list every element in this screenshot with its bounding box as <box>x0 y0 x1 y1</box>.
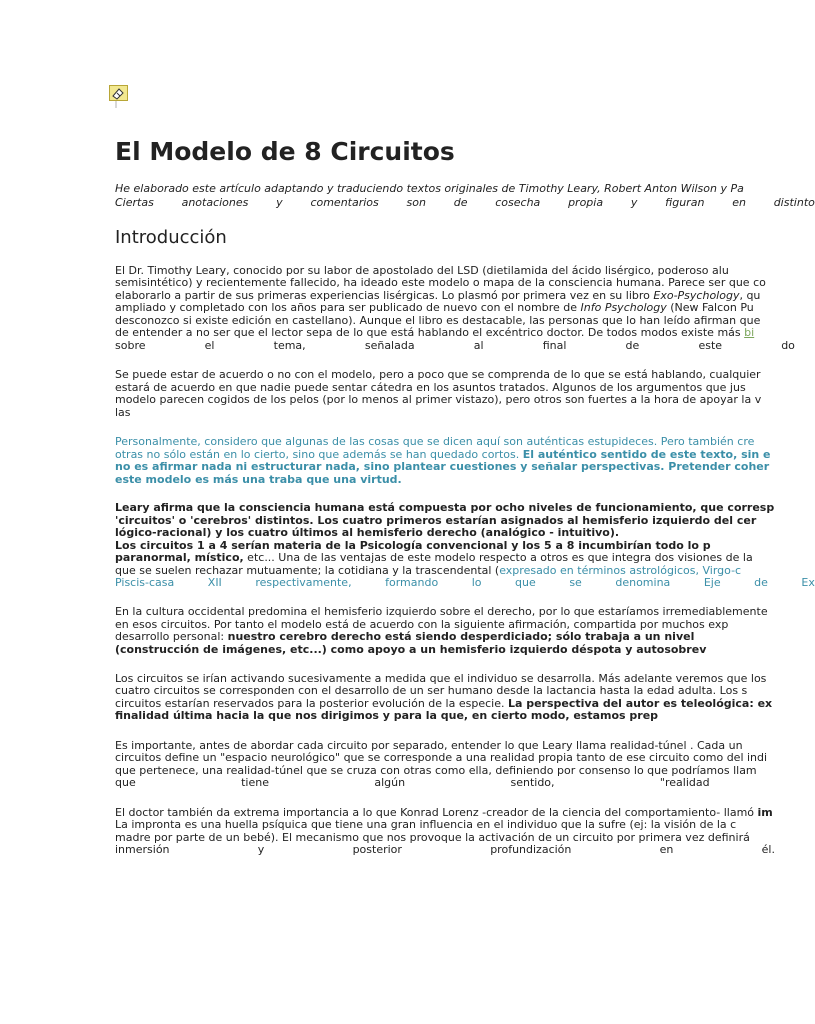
word: y <box>257 843 265 856</box>
paragraph-line: modelo parecen cogidos de los pelos (por lo menos al primer vistazo), pero otros son fuertes a la hora de apoyar la v <box>115 393 762 406</box>
article <box>115 0 815 1024</box>
word: comentarios <box>310 196 379 209</box>
word: distinto <box>773 196 815 209</box>
word: tema, <box>273 339 306 352</box>
word: y <box>630 196 638 209</box>
paragraph-line: Personalmente, considero que algunas de las cosas que se dicen aquí son auténticas estupideces. Pero también cre <box>115 435 755 448</box>
paragraph-line: Los circuitos 1 a 4 serían materia de la Psicología convencional y los 5 a 8 incumbirían todo lo p <box>115 539 711 552</box>
paragraph-line: 'circuitos' o 'cerebros' distintos. Los cuatro primeros estarían asignados al hemisferio izquierdo del cer <box>115 514 757 527</box>
paragraph-line: elaborarlo a partir de sus primeras experiencias lisérgicas. Lo plasmó por primera vez en su libro Exo-Psychology, qu <box>115 289 761 302</box>
word: Ex <box>801 576 815 589</box>
word: do <box>781 339 795 352</box>
paragraph-line: Leary afirma que la consciencia humana está compuesta por ocho niveles de funcionamiento, que corresp <box>115 501 775 514</box>
word: el <box>204 339 215 352</box>
paragraph-line: estará de acuerdo en que nadie puede sentar cátedra en los asuntos tratados. Algunos de los argumentos que jus <box>115 381 746 394</box>
word: XII <box>207 576 222 589</box>
paragraph-line: Los circuitos se irían activando sucesivamente a medida que el individuo se desarrolla. Más adelante veremos que los <box>115 672 767 685</box>
paragraph-line: (construcción de imágenes, etc...) como apoyo a un hemisferio izquierdo déspota y autosobrev <box>115 643 707 656</box>
paragraph-line: Es importante, antes de abordar cada circuito por separado, entender lo que Leary llama realidad-túnel . Cada un <box>115 739 743 752</box>
word: inmersión <box>115 843 170 856</box>
paragraph-line: circuitos define un "espacio neurológico" que se corresponde a una realidad propia tanto de ese circuito como del indi <box>115 751 768 764</box>
word: anotaciones <box>181 196 249 209</box>
paragraph-line: ampliado y completado con los años para ser publicado de nuevo con el nombre de Info Psychology (New Falcon Pu <box>115 301 754 314</box>
paragraph-line: En la cultura occidental predomina el hemisferio izquierdo sobre el derecho, por lo que estaríamos irremediablemente <box>115 605 768 618</box>
page-title: El Modelo de 8 Circuitos <box>115 137 455 166</box>
word: profundización <box>490 843 572 856</box>
word: Piscis-casa <box>115 576 175 589</box>
word: se <box>569 576 582 589</box>
word: de <box>625 339 640 352</box>
intro-line <box>115 197 815 209</box>
paragraph-line: desarrollo personal: nuestro cerebro derecho está siendo desperdiciado; sólo trabaja a un nivel <box>115 630 695 643</box>
paragraph-line <box>115 777 815 789</box>
paragraph-line: en esos circuitos. Por tanto el modelo está de acuerdo con la siguiente afirmación, compartida por muchos exp <box>115 618 729 631</box>
word: denomina <box>615 576 671 589</box>
word: tiene <box>241 776 269 789</box>
word: algún <box>374 776 406 789</box>
paragraph-line: circuitos estarían reservados para la posterior evolución de la especie. La perspectiva del autor es teleológica: ex <box>115 697 773 710</box>
word: de <box>754 576 768 589</box>
paragraph-line: que pertenece, una realidad-túnel que se cruza con otras como ella, definiendo por consenso lo que podríamos llam <box>115 764 757 777</box>
word: son <box>406 196 426 209</box>
bibliography-link[interactable]: bi <box>744 326 755 339</box>
word: propia <box>568 196 604 209</box>
word: que <box>515 576 536 589</box>
paragraph-line: finalidad última hacia la que nos dirigimos y para la que, en cierto modo, estamos prep <box>115 709 659 722</box>
word: al <box>473 339 484 352</box>
paragraph-line: La impronta es una huella psíquica que tiene una gran influencia en el individuo que la sufre (ej: la visión de la c <box>115 818 737 831</box>
paragraph-line: desconozco si existe edición en castellano). Aunque el libro es destacable, las personas que lo han leído afirman que <box>115 314 761 327</box>
word: lo <box>471 576 482 589</box>
word: respectivamente, <box>255 576 352 589</box>
word: este <box>698 339 723 352</box>
word: final <box>542 339 567 352</box>
word: y <box>276 196 283 209</box>
word: en <box>732 196 746 209</box>
paragraph-line: madre por parte de un bebé). El mecanismo que nos provoque la activación de un circuito por primera vez definirá <box>115 831 750 844</box>
paragraph-line: otras no sólo están en lo cierto, sino que además se han quedado cortos. El auténtico sentido de este texto, sin e <box>115 448 771 461</box>
word: Eje <box>703 576 721 589</box>
book-title: Info Psychology <box>580 301 667 314</box>
word: de <box>453 196 468 209</box>
word: sobre <box>115 339 146 352</box>
paragraph-line: este modelo es más una traba que una virtud. <box>115 473 402 486</box>
paragraph-line: cuatro circuitos se corresponden con el desarrollo de un ser humano desde la lactancia hasta la edad adulta. Los s <box>115 684 748 697</box>
word: cosecha <box>495 196 541 209</box>
word: "realidad <box>659 776 710 789</box>
paragraph-line: las <box>115 406 131 419</box>
paragraph-line: de entender a no ser que el lector sepa de lo que está hablando el excéntrico doctor. De todos modos existe más bi <box>115 326 755 339</box>
word: posterior <box>352 843 402 856</box>
word: señalada <box>364 339 415 352</box>
paragraph-line: paranormal, místico, etc... Una de las ventajas de este modelo respecto a otros es que integra dos visiones de la <box>115 551 753 564</box>
paragraph-line <box>115 844 775 856</box>
book-title: Exo-Psychology <box>653 289 740 302</box>
paragraph-line: El Dr. Timothy Leary, conocido por su labor de apostolado del LSD (dietilamida del ácido lisérgico, poderoso alu <box>115 264 729 277</box>
section-heading: Introducción <box>115 227 227 248</box>
paragraph-line: semisintético) y recientemente fallecido, ha ideado este modelo o mapa de la consciencia humana. Parece ser que co <box>115 276 766 289</box>
paragraph-line: que se suelen rechazar mutuamente; la cotidiana y la trascendental (expresado en términos astrológicos, Virgo-c <box>115 564 742 577</box>
paragraph-line <box>115 340 795 352</box>
paragraph-line <box>115 577 815 589</box>
paragraph-line: lógico-racional) y los cuatro últimos al hemisferio derecho (analógico - intuitivo). <box>115 526 620 539</box>
paragraph-line: no es afirmar nada ni estructurar nada, sino plantear cuestiones y señalar perspectivas. Pretender coher <box>115 460 770 473</box>
word: que <box>115 776 136 789</box>
paragraph-line: El doctor también da extrema importancia a lo que Konrad Lorenz -creador de la ciencia del comportamiento- llamó im <box>115 806 773 819</box>
paragraph-line: Se puede estar de acuerdo o no con el modelo, pero a poco que se comprenda de lo que se está hablando, cualquier <box>115 368 761 381</box>
word: formando <box>385 576 439 589</box>
word: Ciertas <box>115 196 154 209</box>
word: en <box>659 843 674 856</box>
word: él. <box>761 843 775 856</box>
intro-line: He elaborado este artículo adaptando y traduciendo textos originales de Timothy Leary, Robert Anton Wilson y Pa <box>115 182 744 195</box>
word: sentido, <box>510 776 555 789</box>
word: figuran <box>665 196 705 209</box>
